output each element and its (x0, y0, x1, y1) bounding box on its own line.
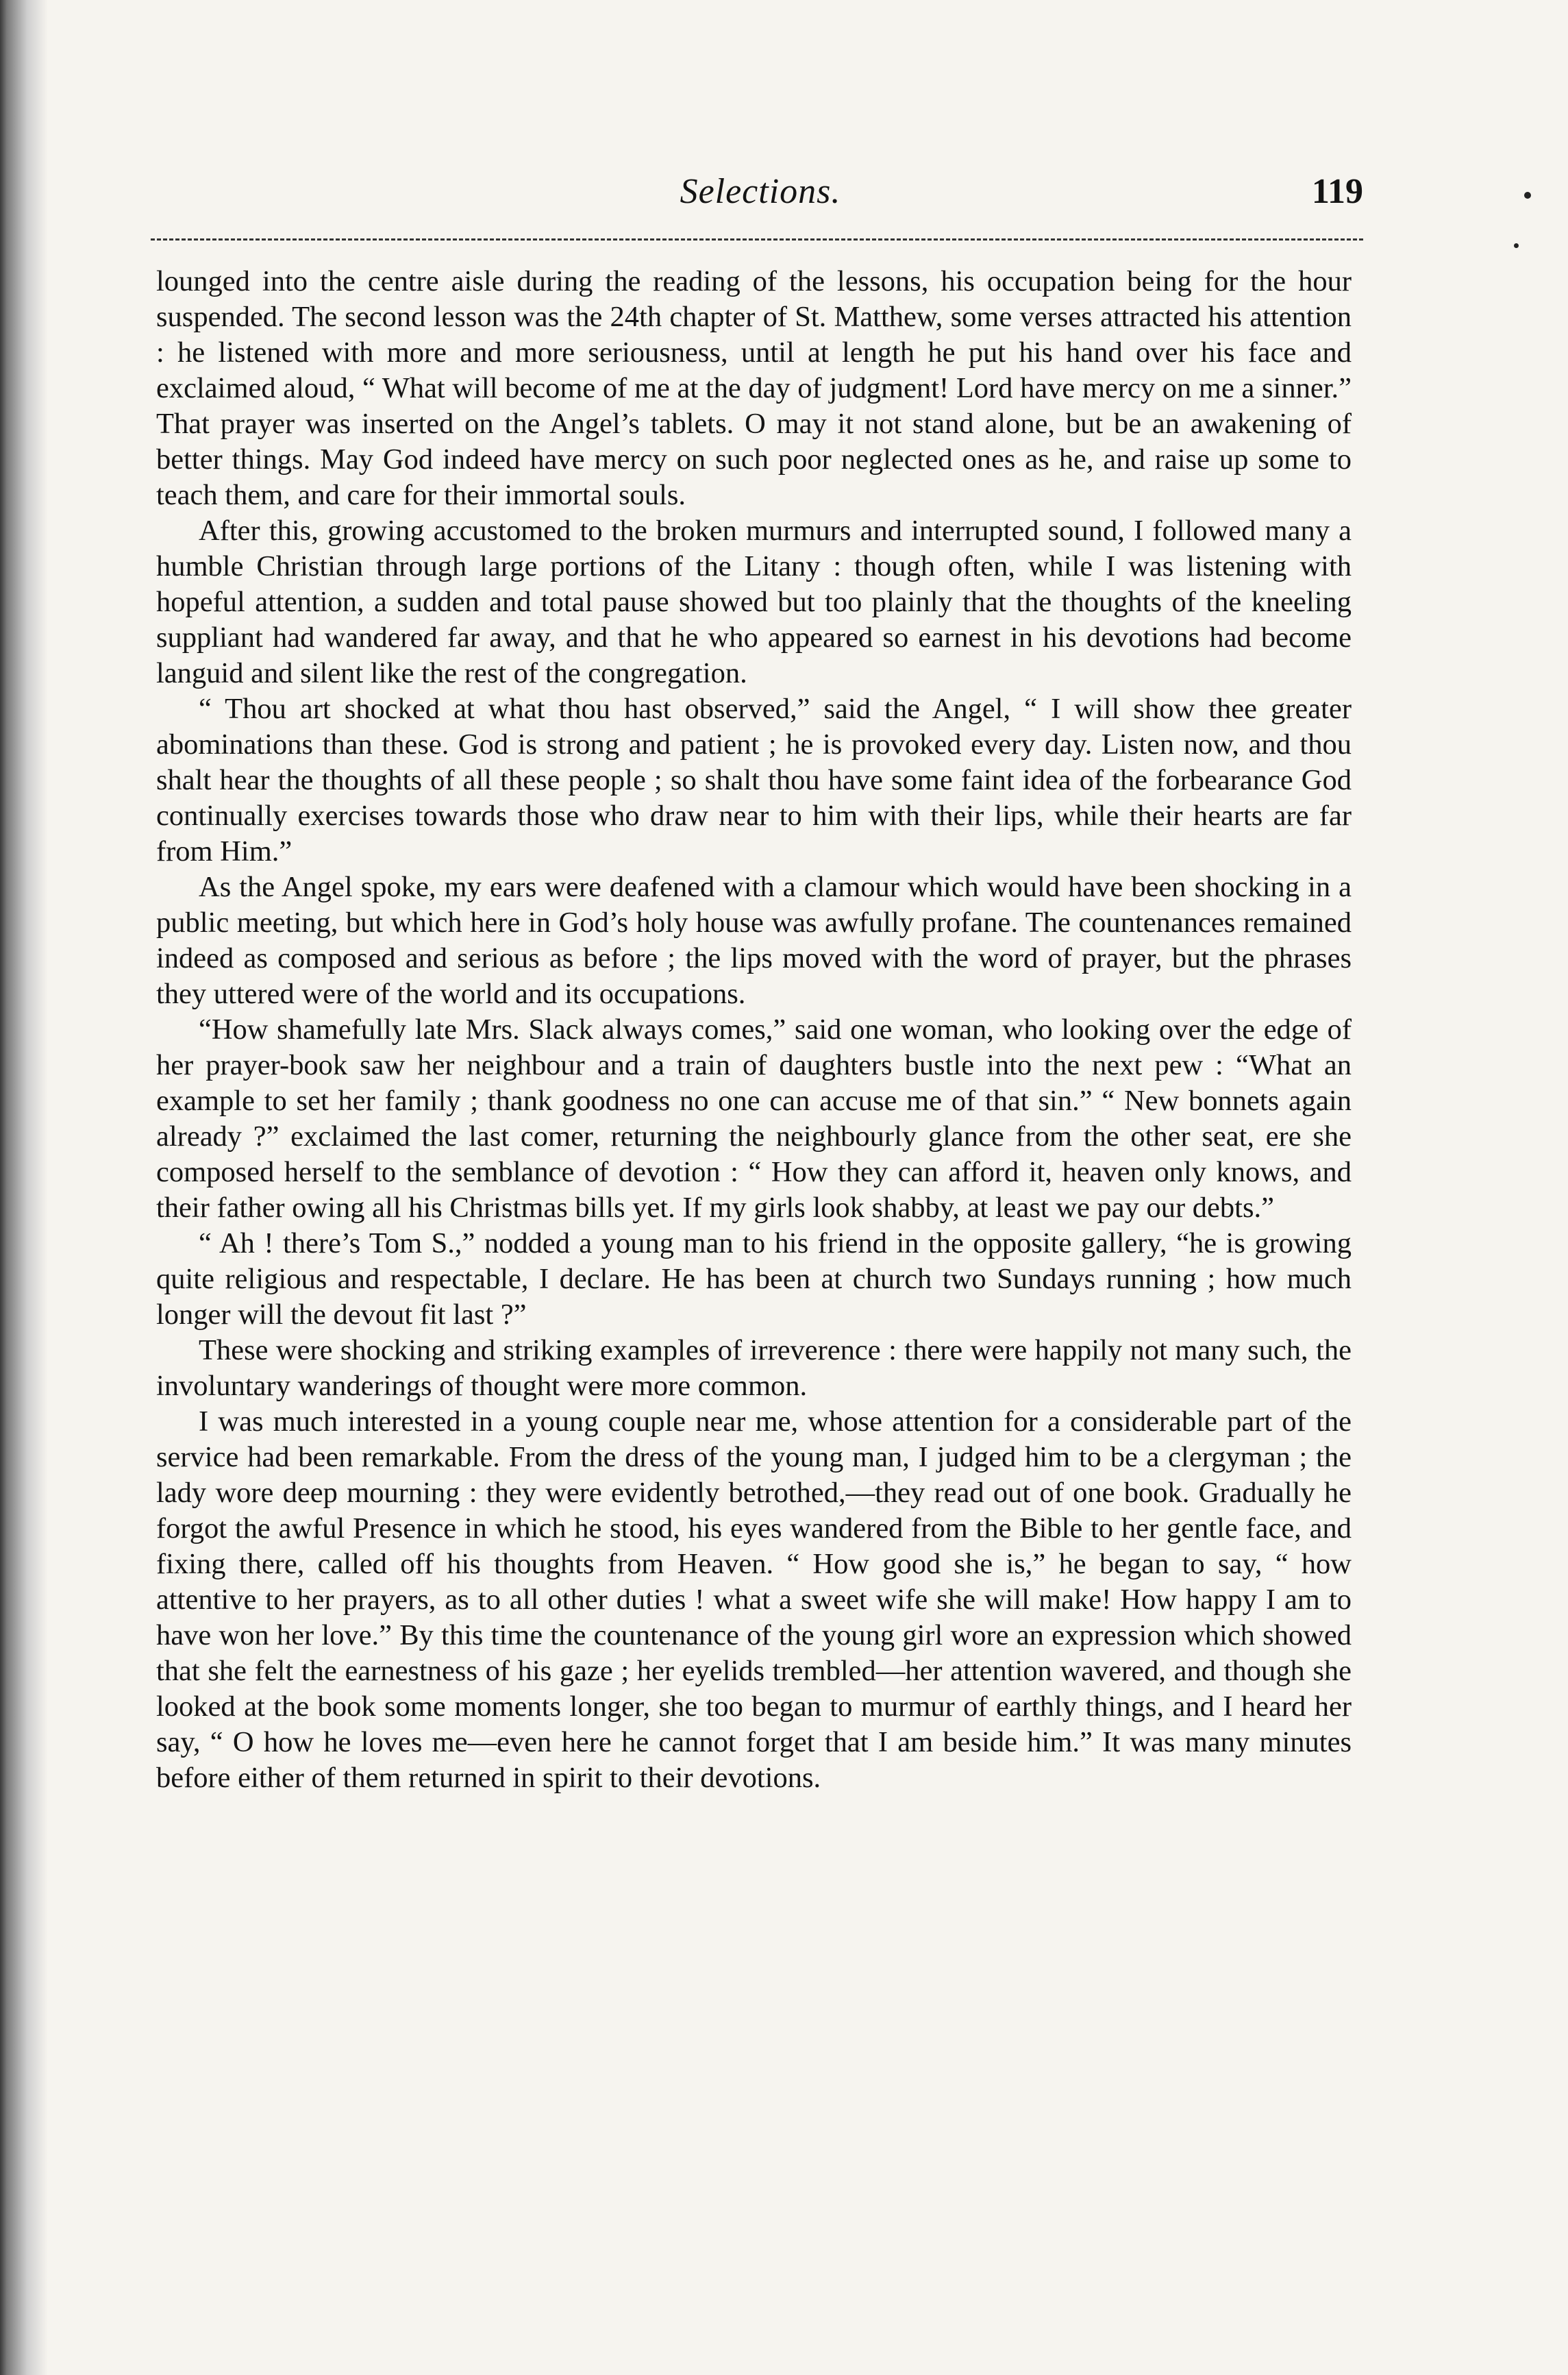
header-rule (151, 238, 1363, 241)
page-number: 119 (1311, 172, 1363, 211)
margin-speck (1524, 192, 1531, 199)
paragraph: I was much interested in a young couple near me, whose attention for a considerable part of the service had been remarkable. From the dress of the young man, I judged him to be a clergyman ; the lady wore deep mourning : they were evidently betrothed,—they read out of one book. Gradually he forgot the awful Presence in which he stood, his eyes wandered from the Bible to her gentle face, and fixing there, called off his thoughts from Heaven. “ How good she is,” he began to say, “ how attentive to her prayers, as to all other duties ! what a sweet wife she will make! How happy I am to have won her love.” By this time the countenance of the young girl wore an expression which showed that she felt the earnestness of his gaze ; her eyelids trembled—her attention wavered, and though she looked at the book some moments longer, she too began to murmur of earthly things, and I heard her say, “ O how he loves me—even here he cannot forget that I am beside him.” It was many minutes before either of them returned in spirit to their devotions. (156, 1405, 1352, 1794)
paragraph: lounged into the centre aisle during the reading of the lessons, his occupation being for the hour suspended. The second lesson was the 24th chapter of St. Matthew, some verses attracted his attention : he listened with more and more seriousness, until at length he put his hand over his face and exclaimed aloud, “ What will become of me at the day of judgment! Lord have mercy on me a sinner.” That prayer was inserted on the Angel’s tablets. O may it not stand alone, but be an awakening of better things. May God indeed have mercy on such poor neglected ones as he, and raise up some to teach them, and care for their immortal souls. (156, 265, 1352, 511)
page-header (158, 171, 1363, 219)
paragraph: After this, growing accustomed to the broken murmurs and interrupted sound, I followed many a humble Christian through large portions of the Litany : though often, while I was listening with hopeful attention, a sudden and total pause showed but too plainly that the thoughts of the kneeling suppliant had wandered far away, and that he who appeared so earnest in his devotions had become languid and silent like the rest of the congregation. (156, 515, 1352, 689)
paragraph: “How shamefully late Mrs. Slack always comes,” said one woman, who looking over the edge of her prayer-book saw her neighbour and a train of daughters bustle into the next pew : “What an example to set her family ; thank goodness no one can accuse me of that sin.” “ New bonnets again already ?” exclaimed the last comer, returning the neighbourly glance from the other seat, ere she composed herself to the semblance of devotion : “ How they can afford it, heaven only knows, and their father owing all his Christmas bills yet. If my girls look shabby, at least we pay our debts.” (156, 1013, 1352, 1224)
margin-speck (1514, 243, 1519, 248)
paragraph: “ Thou art shocked at what thou hast observed,” said the Angel, “ I will show thee greater abominations than these. God is strong and patient ; he is provoked every day. Listen now, and thou shalt hear the thoughts of all these people ; so shalt thou have some faint idea of the forbearance God continually exercises towards those who draw near to him with their lips, while their hearts are far from Him.” (156, 693, 1352, 867)
paragraph: “ Ah ! there’s Tom S.,” nodded a young man to his friend in the opposite gallery, “he is growing quite religious and respectable, I declare. He has been at church two Sundays running ; how much longer will the devout fit last ?” (156, 1227, 1352, 1331)
paragraph: These were shocking and striking examples of irreverence : there were happily not many such, the involuntary wanderings of thought were more common. (156, 1334, 1352, 1402)
running-title: Selections. (680, 172, 841, 211)
paragraph: As the Angel spoke, my ears were deafened with a clamour which would have been shocking in a public meeting, but which here in God’s holy house was awfully profane. The countenances remained indeed as composed and serious as before ; the lips moved with the word of prayer, but the phrases they uttered were of the world and its occupations. (156, 871, 1352, 1010)
body-text (156, 264, 1352, 1796)
